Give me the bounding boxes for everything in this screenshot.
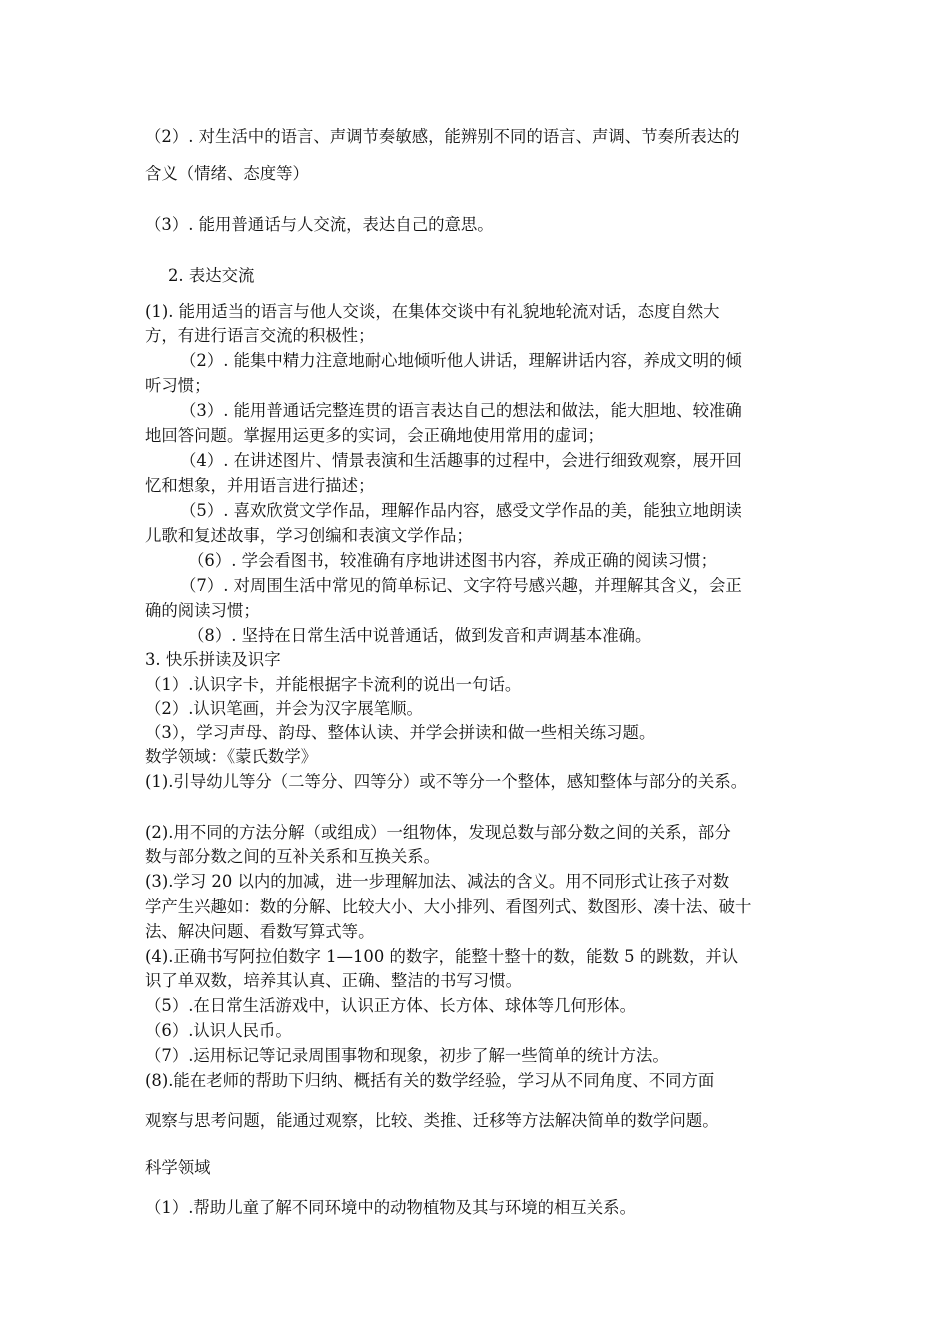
text-line: （7）.运用标记等记录周围事物和现象，初步了解一些简单的统计方法。	[145, 1046, 669, 1065]
text-line: （6）.认识人民币。	[145, 1021, 292, 1040]
text-line: 儿歌和复述故事，学习创编和表演文学作品；	[145, 526, 473, 545]
text-line: 法、解决问题、看数写算式等。	[145, 922, 375, 941]
text-line: （8）. 坚持在日常生活中说普通话，做到发音和声调基本准确。	[188, 626, 652, 645]
section-heading: 2. 表达交流	[168, 266, 255, 285]
section-heading: 科学领域	[145, 1158, 211, 1177]
section-heading: 数学领域：《蒙氏数学》	[145, 747, 318, 766]
text-line: （5）.在日常生活游戏中，认识正方体、长方体、球体等几何形体。	[145, 996, 636, 1015]
text-line: (2).用不同的方法分解（或组成）一组物体，发现总数与部分数之间的关系，部分	[145, 823, 731, 842]
text-line: （5）. 喜欢欣赏文学作品，理解作品内容，感受文学作品的美，能独立地朗读	[180, 501, 742, 520]
text-line: 含义（情绪、态度等）	[145, 164, 309, 183]
text-line: 识了单双数，培养其认真、正确、整洁的书写习惯。	[145, 971, 522, 990]
text-line: （3），学习声母、韵母、整体认读、并学会拼读和做一些相关练习题。	[145, 723, 656, 742]
text-line: 忆和想象，并用语言进行描述；	[145, 476, 375, 495]
text-line: 确的阅读习惯；	[145, 601, 260, 620]
text-line: （7）. 对周围生活中常见的简单标记、文字符号感兴趣，并理解其含义，会正	[180, 576, 742, 595]
text-line: (1).引导幼儿等分（二等分、四等分）或不等分一个整体，感知整体与部分的关系。	[145, 772, 748, 791]
text-line: （6）. 学会看图书，较准确有序地讲述图书内容，养成正确的阅读习惯；	[188, 551, 717, 570]
text-line: (8).能在老师的帮助下归纳、概括有关的数学经验，学习从不同角度、不同方面	[145, 1071, 715, 1090]
text-line: (4).正确书写阿拉伯数字 1—100 的数字，能整十整十的数，能数 5 的跳数，并认	[145, 947, 739, 966]
text-line: 数与部分数之间的互补关系和互换关系。	[145, 847, 441, 866]
text-line: 观察与思考问题，能通过观察，比较、类推、迁移等方法解决简单的数学问题。	[145, 1111, 719, 1130]
text-line: (1). 能用适当的语言与他人交谈，在集体交谈中有礼貌地轮流对话，态度自然大	[145, 302, 720, 321]
text-line: 学产生兴趣如：数的分解、比较大小、大小排列、看图列式、数图形、凑十法、破十	[145, 897, 752, 916]
text-line: （2）.认识笔画，并会为汉字展笔顺。	[145, 699, 423, 718]
text-line: （1）.帮助儿童了解不同环境中的动物植物及其与环境的相互关系。	[145, 1198, 636, 1217]
text-line: （4）. 在讲述图片、情景表演和生活趣事的过程中，会进行细致观察，展开回	[180, 451, 742, 470]
text-line: （3）. 能用普通话与人交流，表达自己的意思。	[145, 215, 494, 234]
text-line: （2）. 能集中精力注意地耐心地倾听他人讲话，理解讲话内容，养成文明的倾	[180, 351, 742, 370]
text-line: 方，有进行语言交流的积极性；	[145, 326, 375, 345]
text-line: 地回答问题。掌握用运更多的实词，会正确地使用常用的虚词；	[145, 426, 604, 445]
text-line: (3).学习 20 以内的加减，进一步理解加法、减法的含义。用不同形式让孩子对数	[145, 872, 730, 891]
text-line: （1）.认识字卡，并能根据字卡流利的说出一句话。	[145, 675, 522, 694]
text-line: （3）. 能用普通话完整连贯的语言表达自己的想法和做法，能大胆地、较准确	[180, 401, 742, 420]
section-heading: 3. 快乐拼读及识字	[145, 650, 281, 669]
text-line: 听习惯；	[145, 376, 211, 395]
text-line: （2）. 对生活中的语言、声调节奏敏感，能辨别不同的语言、声调、节奏所表达的	[145, 127, 740, 146]
